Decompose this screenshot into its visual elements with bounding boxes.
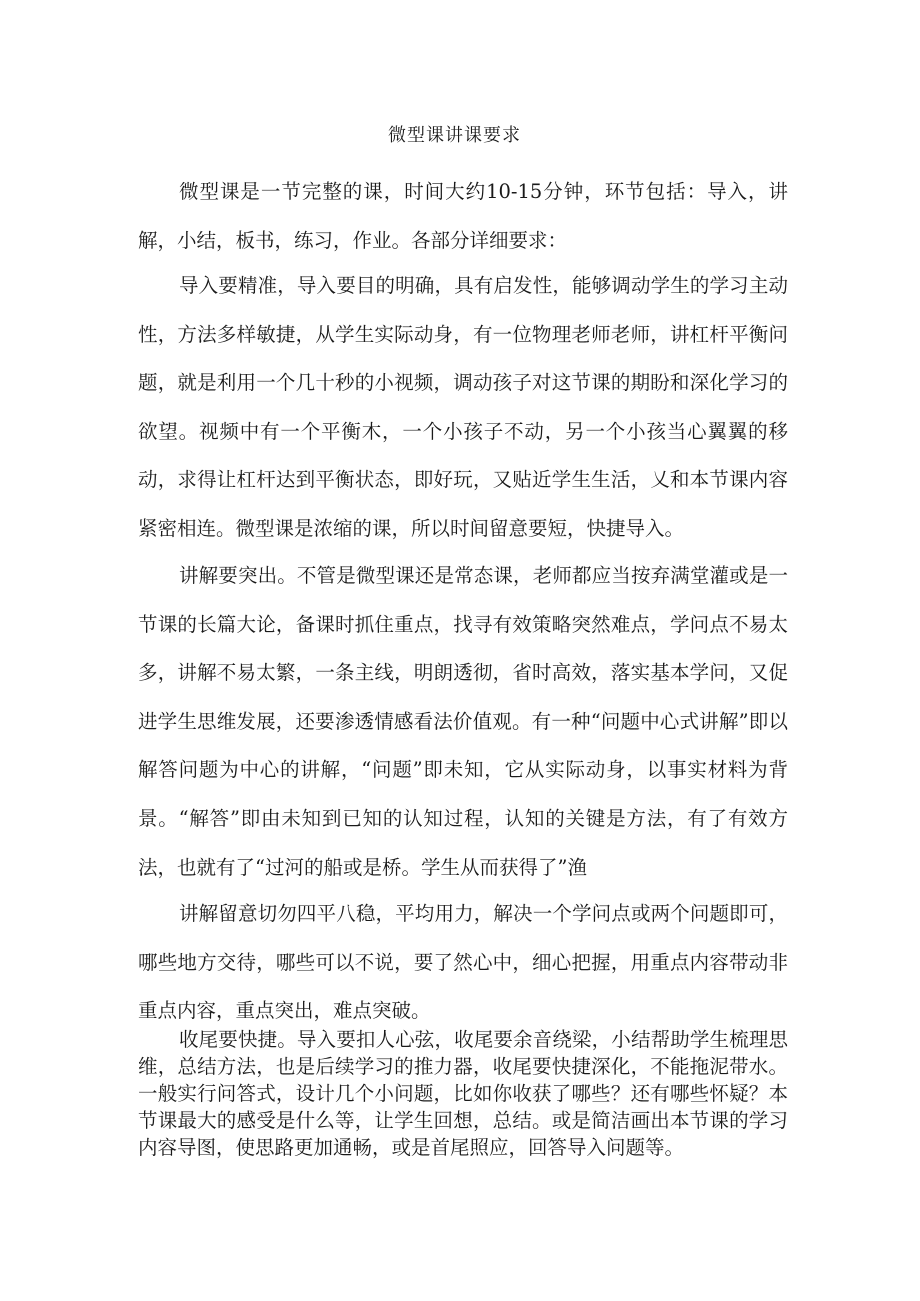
paragraph-explanation-notes: 讲解留意切勿四平八稳，平均用力，解决一个学问点或两个问题即可，哪些地方交待，哪些可以不说，要了然心中，细心把握，用重点内容带动非重点内容，重点突出，难点突破。 bbox=[138, 902, 788, 1022]
document-title: 微型课讲课要求 bbox=[388, 125, 521, 146]
paragraph-intro: 微型课是一节完整的课，时间大约10-15分钟，环节包括：导入，讲解，小结，板书，练习，作业。各部分详细要求： bbox=[138, 180, 788, 252]
paragraph-introduction-requirements: 导入要精准，导入要目的明确，具有启发性，能够调动学生的学习主动性，方法多样敏捷，从学生实际动身，有一位物理老师老师，讲杠杆平衡问题，就是利用一个几十秒的小视频，调动孩子对这节课的期盼和深化学习的欲望。视频中有一个平衡木，一个小孩子不动，另一个小孩当心翼翼的移动，求得让杠杆达到平衡状态，即好玩，又贴近学生生活，乂和本节课内容紧密相连。微型课是浓缩的课，所以时间留意要短，快捷导入。 bbox=[138, 274, 788, 540]
paragraph-explanation-requirements: 讲解要突出。不管是微型课还是常态课，老师都应当按弃满堂灌或是一节课的长篇大论，备课时抓住重点，找寻有效策略突然难点，学问点不易太多，讲解不易太繁，一条主线，明朗透彻，省时高效，落实基本学问，又促进学生思维发展，还要渗透情感看法价值观。有一种“问题中心式讲解”即以解答问题为中心的讲解，“问题”即未知，它从实际动身，以事实材料为背景。“解答”即由未知到已知的认知过程，认知的关键是方法，有了有效方法，也就有了“过河的船或是桥。学生从而获得了”渔 bbox=[138, 564, 788, 879]
paragraph-ending-requirements: 收尾要快捷。导入要扣人心弦，收尾要余音绕梁，小结帮助学生梳理思维，总结方法，也是后续学习的推力器，收尾要快捷深化，不能拖泥带水。一般实行问答式，设计几个小问题，比如你收获了哪些？还有哪些怀疑？本节课最大的感受是什么等，让学生回想，总结。或是简洁画出本节课的学习内容导图，使思路更加通畅，或是首尾照应，回答导入问题等。 bbox=[138, 1028, 788, 1159]
